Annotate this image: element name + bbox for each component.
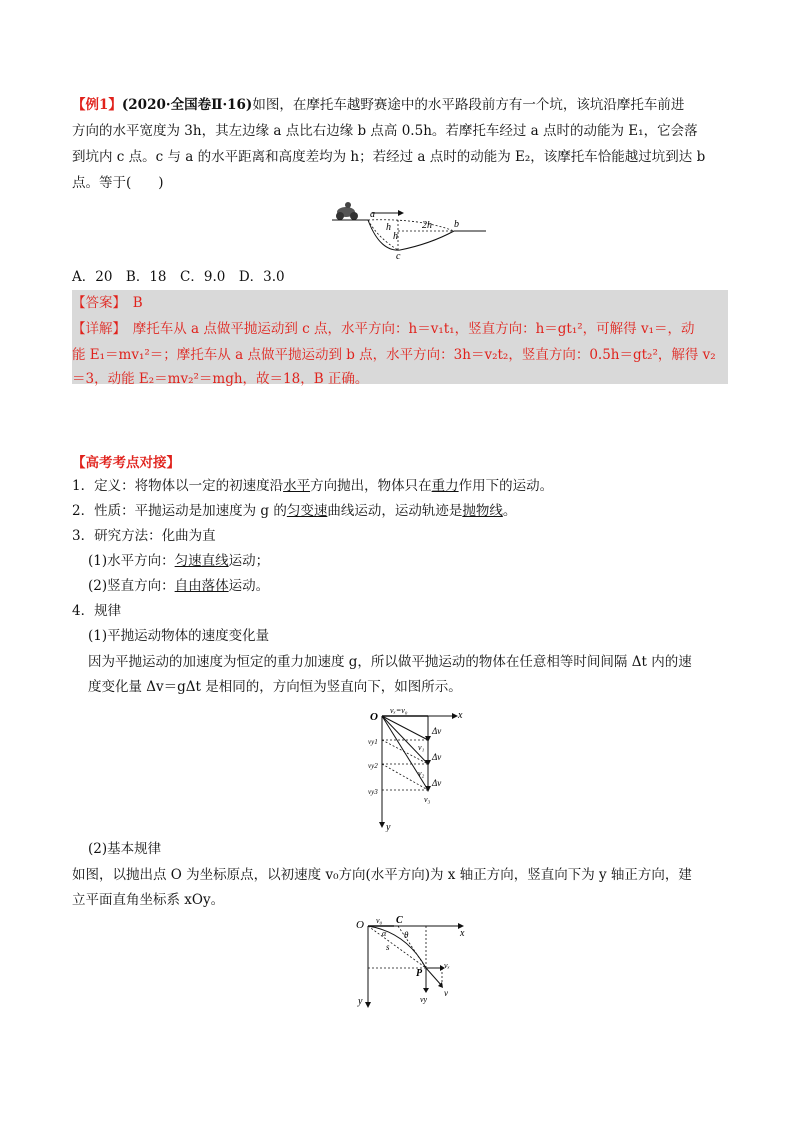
fig2-label-v3: v₃: [424, 795, 431, 804]
fig2-label-dv1: Δv: [432, 726, 442, 736]
item-3a-text-b: 运动；: [228, 553, 270, 569]
example-line-1: [72, 94, 684, 116]
detail-label: 【详解】: [72, 321, 120, 337]
fig2-label-vy2: vy2: [368, 762, 378, 770]
fig1-label-c: c: [396, 251, 401, 262]
item-2-text-c: 。: [502, 503, 517, 519]
item-4: 4．规律: [72, 603, 122, 619]
fig1-label-h: h: [386, 222, 391, 233]
fig3-label-P: P: [416, 968, 423, 979]
fig2-label-vx: vₓ=v₀: [390, 706, 408, 715]
fig2-label-v2: v₂: [418, 769, 425, 778]
fig3-label-s: s: [386, 942, 390, 952]
velocity-change-figure: [360, 704, 470, 832]
detail-text-1: 摩托车从 a 点做平抛运动到 c 点，水平方向：h＝v₁t₁，竖直方向：h＝gt₁²，可解得 v₁＝，动: [132, 321, 695, 337]
example-line-3: 到坑内 c 点。c 与 a 的水平距离和高度差均为 h；若经过 a 点时的动能为 E₂，该摩托车恰能越过坑到达 b: [72, 149, 706, 165]
fig1-label-2h: 2h: [422, 220, 432, 231]
item-1-text-a: 1．定义：将物体以一定的初速度沿: [72, 478, 284, 494]
item-3a: [88, 550, 269, 572]
item-1-underline-1: 水平: [283, 478, 311, 494]
fig2-label-v1: v₁: [418, 743, 425, 752]
item-3a-text-a: (1)水平方向：: [88, 553, 175, 569]
fig3-label-y: y: [358, 996, 363, 1007]
item-3b-text-a: (2)竖直方向：: [88, 578, 175, 594]
fig1-label-b: b: [454, 219, 459, 230]
fig3-label-C: C: [396, 915, 403, 926]
example-line-2: 方向的水平宽度为 3h，其左边缘 a 点比右边缘 b 点高 0.5h。若摩托车经过 a 点时的动能为 E₁，它会落: [72, 123, 698, 139]
fig2-label-vy3: vy3: [368, 788, 378, 796]
item-1-text-c: 作用下的运动。: [458, 478, 554, 494]
item-4b-line-1: 如图，以抛出点 O 为坐标原点，以初速度 v₀方向(水平方向)为 x 轴正方向，竖直向下为 y 轴正方向，建: [72, 867, 692, 883]
detail-line-1: [72, 318, 695, 340]
item-3a-underline: 匀速直线: [174, 553, 229, 569]
item-2-text-b: 曲线运动，运动轨迹是: [327, 503, 463, 519]
fig1-label-a: a: [370, 209, 375, 220]
item-4b-line-2: 立平面直角坐标系 xOy。: [72, 892, 225, 908]
item-2-underline-2: 抛物线: [462, 503, 503, 519]
item-1: [72, 475, 553, 497]
item-4a-line-1: 因为平抛运动的加速度为恒定的重力加速度 g，所以做平抛运动的物体在任意相等时间间隔 Δt 内的速: [88, 654, 692, 670]
fig2-label-dv3: Δv: [432, 778, 442, 788]
fig2-label-O: O: [370, 711, 378, 723]
pit-figure: [330, 198, 490, 262]
options-line: A．20 B．18 C．9.0 D．3.0: [72, 269, 285, 285]
fig3-label-x: x: [460, 928, 465, 939]
answer-label: 【答案】: [72, 295, 120, 311]
item-1-underline-2: 重力: [431, 478, 459, 494]
fig3-label-v0: v₀: [376, 916, 383, 925]
fig2-label-y: y: [386, 822, 391, 832]
fig3-label-alpha: α: [382, 929, 387, 938]
item-1-text-b: 方向抛出，物体只在: [310, 478, 432, 494]
fig2-label-x: x: [458, 710, 463, 721]
item-3b-underline: 自由落体: [174, 578, 229, 594]
fig1-label-h2: h: [393, 231, 398, 242]
example-line-4: 点。等于( ): [72, 175, 164, 191]
fig3-label-v: v: [444, 988, 448, 998]
fig3-label-vx: vₓ: [444, 961, 450, 970]
motorcycle-icon: [336, 202, 358, 220]
item-2-text-a: 2．性质：平抛运动是加速度为 g 的: [72, 503, 287, 519]
example-tag: 【例1】: [72, 97, 122, 113]
coordinate-figure: [354, 912, 474, 1010]
item-2: [72, 500, 516, 522]
fig3-label-vy: vy: [420, 995, 428, 1004]
answer-value: B: [132, 295, 143, 311]
section-title: 【高考考点对接】: [72, 455, 180, 471]
item-4b: (2)基本规律: [88, 841, 162, 857]
answer-line: [72, 292, 143, 314]
detail-line-2: 能 E₁＝mv₁²＝；摩托车从 a 点做平抛运动到 b 点，水平方向：3h＝v₂t₂，竖直方向：0.5h＝gt₂²，解得 v₂: [72, 347, 716, 363]
item-3b-text-b: 运动。: [228, 578, 270, 594]
detail-line-3: ＝3，动能 E₂＝mv₂²＝mgh，故＝18，B 正确。: [72, 371, 369, 387]
item-2-underline-1: 匀变速: [286, 503, 328, 519]
fig2-label-dv2: Δv: [432, 752, 442, 762]
item-4a: (1)平抛运动物体的速度变化量: [88, 628, 270, 644]
example-text-1: 如图，在摩托车越野赛途中的水平路段前方有一个坑，该坑沿摩托车前进: [252, 97, 685, 113]
item-3b: [88, 575, 269, 597]
item-4a-line-2: 度变化量 Δv＝gΔt 是相同的，方向恒为竖直向下，如图所示。: [88, 679, 462, 695]
fig3-label-O: O: [356, 919, 364, 931]
item-3: 3．研究方法：化曲为直: [72, 528, 216, 544]
fig2-label-vy1: vy1: [368, 738, 378, 746]
fig3-label-theta: θ: [404, 930, 409, 940]
example-source: (2020·全国卷Ⅱ·16): [121, 97, 253, 113]
